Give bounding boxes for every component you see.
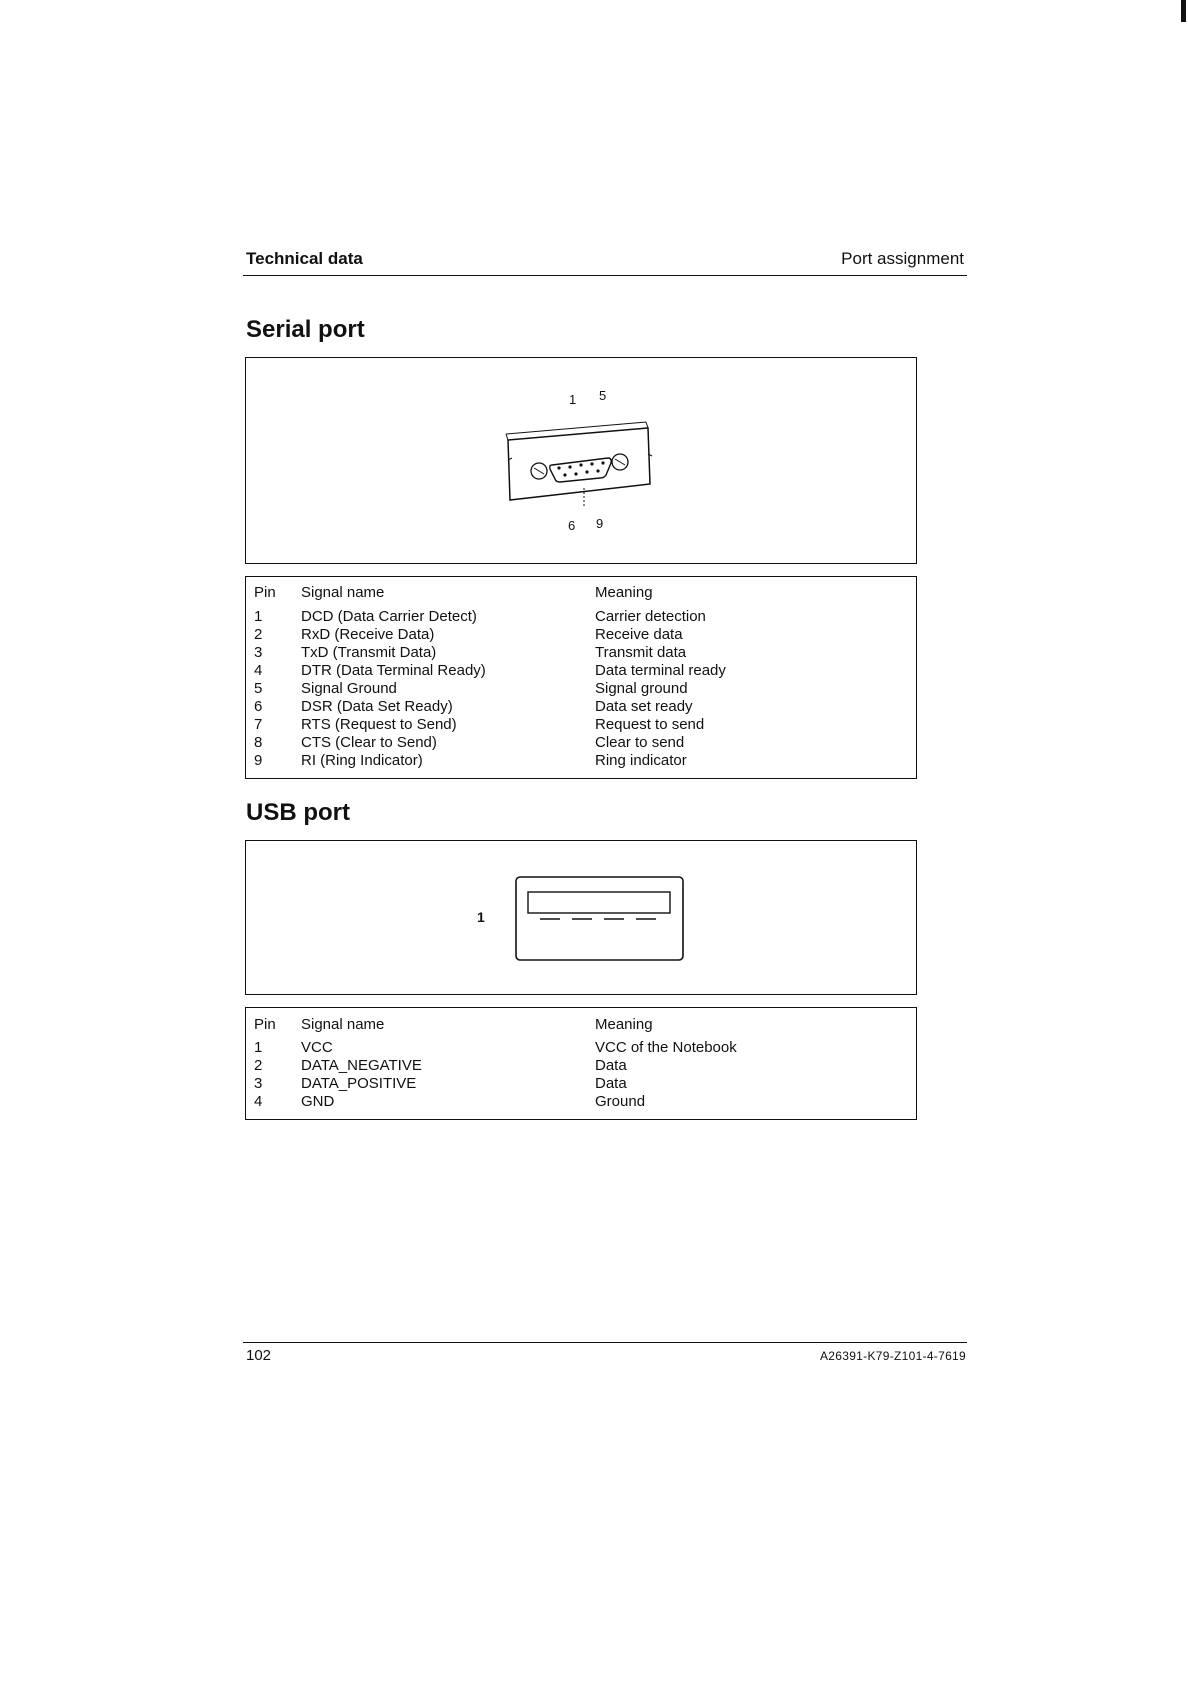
table-row (246, 1093, 916, 1111)
footer-rule (243, 1342, 967, 1343)
table-row (246, 1057, 916, 1075)
cell-pin: 4 (254, 662, 263, 679)
cell-signal: RTS (Request to Send) (301, 716, 457, 733)
cell-meaning: Data terminal ready (595, 662, 726, 679)
serial-port-figure (245, 357, 917, 564)
usb-port-figure (245, 840, 917, 995)
cell-signal: GND (301, 1093, 335, 1110)
cell-pin: 1 (254, 608, 263, 625)
document-code: A26391-K79-Z101-4-7619 (819, 1349, 966, 1363)
cell-pin: 4 (254, 1093, 263, 1110)
table-header-row (246, 1016, 916, 1034)
cell-meaning: Data set ready (595, 698, 693, 715)
table-row (246, 752, 916, 770)
cell-signal: DCD (Data Carrier Detect) (301, 608, 477, 625)
cell-pin: 8 (254, 734, 263, 751)
cell-signal: TxD (Transmit Data) (301, 644, 437, 661)
usb-pin-table (245, 1007, 917, 1120)
cell-meaning: Carrier detection (595, 608, 706, 625)
cell-meaning: Data (595, 1057, 627, 1074)
serial-connector-icon (246, 358, 915, 562)
cell-pin: 6 (254, 698, 263, 715)
table-header-row (246, 584, 916, 602)
table-row (246, 680, 916, 698)
header-rule (243, 275, 967, 276)
cell-meaning: Clear to send (595, 734, 685, 751)
table-row (246, 1039, 916, 1057)
column-header-signal: Signal name (301, 1016, 385, 1033)
column-header-pin: Pin (254, 584, 276, 601)
running-header-right: Port assignment (841, 249, 964, 268)
table-row (246, 716, 916, 734)
serial-fig-label-5: 5 (599, 388, 607, 403)
column-header-meaning: Meaning (595, 584, 653, 601)
cell-signal: VCC (301, 1039, 333, 1056)
cell-meaning: Ground (595, 1093, 646, 1110)
serial-fig-label-1: 1 (569, 392, 577, 407)
serial-pin-table (245, 576, 917, 779)
cell-signal: RxD (Receive Data) (301, 626, 435, 643)
table-row (246, 626, 916, 644)
cell-meaning: Transmit data (595, 644, 687, 661)
cell-signal: DATA_NEGATIVE (301, 1057, 422, 1074)
cell-signal: Signal Ground (301, 680, 397, 697)
cell-signal: DATA_POSITIVE (301, 1075, 417, 1092)
table-row (246, 734, 916, 752)
cell-signal: RI (Ring Indicator) (301, 752, 423, 769)
cell-pin: 3 (254, 644, 263, 661)
column-header-pin: Pin (254, 1016, 276, 1033)
scan-edge-mark (1181, 0, 1186, 22)
cell-meaning: Signal ground (595, 680, 688, 697)
cell-meaning: VCC of the Notebook (595, 1039, 737, 1056)
serial-port-title: Serial port (246, 316, 365, 343)
cell-pin: 1 (254, 1039, 263, 1056)
table-row (246, 644, 916, 662)
cell-pin: 2 (254, 1057, 263, 1074)
cell-meaning: Receive data (595, 626, 683, 643)
usb-connector-icon (246, 841, 915, 993)
table-row (246, 1075, 916, 1093)
table-row (246, 662, 916, 680)
table-row (246, 698, 916, 716)
usb-port-title: USB port (246, 799, 350, 826)
cell-signal: CTS (Clear to Send) (301, 734, 437, 751)
cell-signal: DSR (Data Set Ready) (301, 698, 453, 715)
cell-pin: 5 (254, 680, 263, 697)
serial-fig-label-6: 6 (568, 518, 576, 533)
page-number: 102 (246, 1347, 272, 1364)
cell-meaning: Ring indicator (595, 752, 687, 769)
cell-pin: 9 (254, 752, 263, 769)
column-header-meaning: Meaning (595, 1016, 653, 1033)
cell-meaning: Data (595, 1075, 627, 1092)
running-header-left: Technical data (246, 249, 363, 268)
column-header-signal: Signal name (301, 584, 385, 601)
cell-signal: DTR (Data Terminal Ready) (301, 662, 486, 679)
cell-pin: 2 (254, 626, 263, 643)
table-row (246, 608, 916, 626)
cell-meaning: Request to send (595, 716, 705, 733)
serial-fig-label-9: 9 (596, 516, 604, 531)
cell-pin: 3 (254, 1075, 263, 1092)
usb-fig-label-1: 1 (477, 909, 485, 925)
cell-pin: 7 (254, 716, 263, 733)
